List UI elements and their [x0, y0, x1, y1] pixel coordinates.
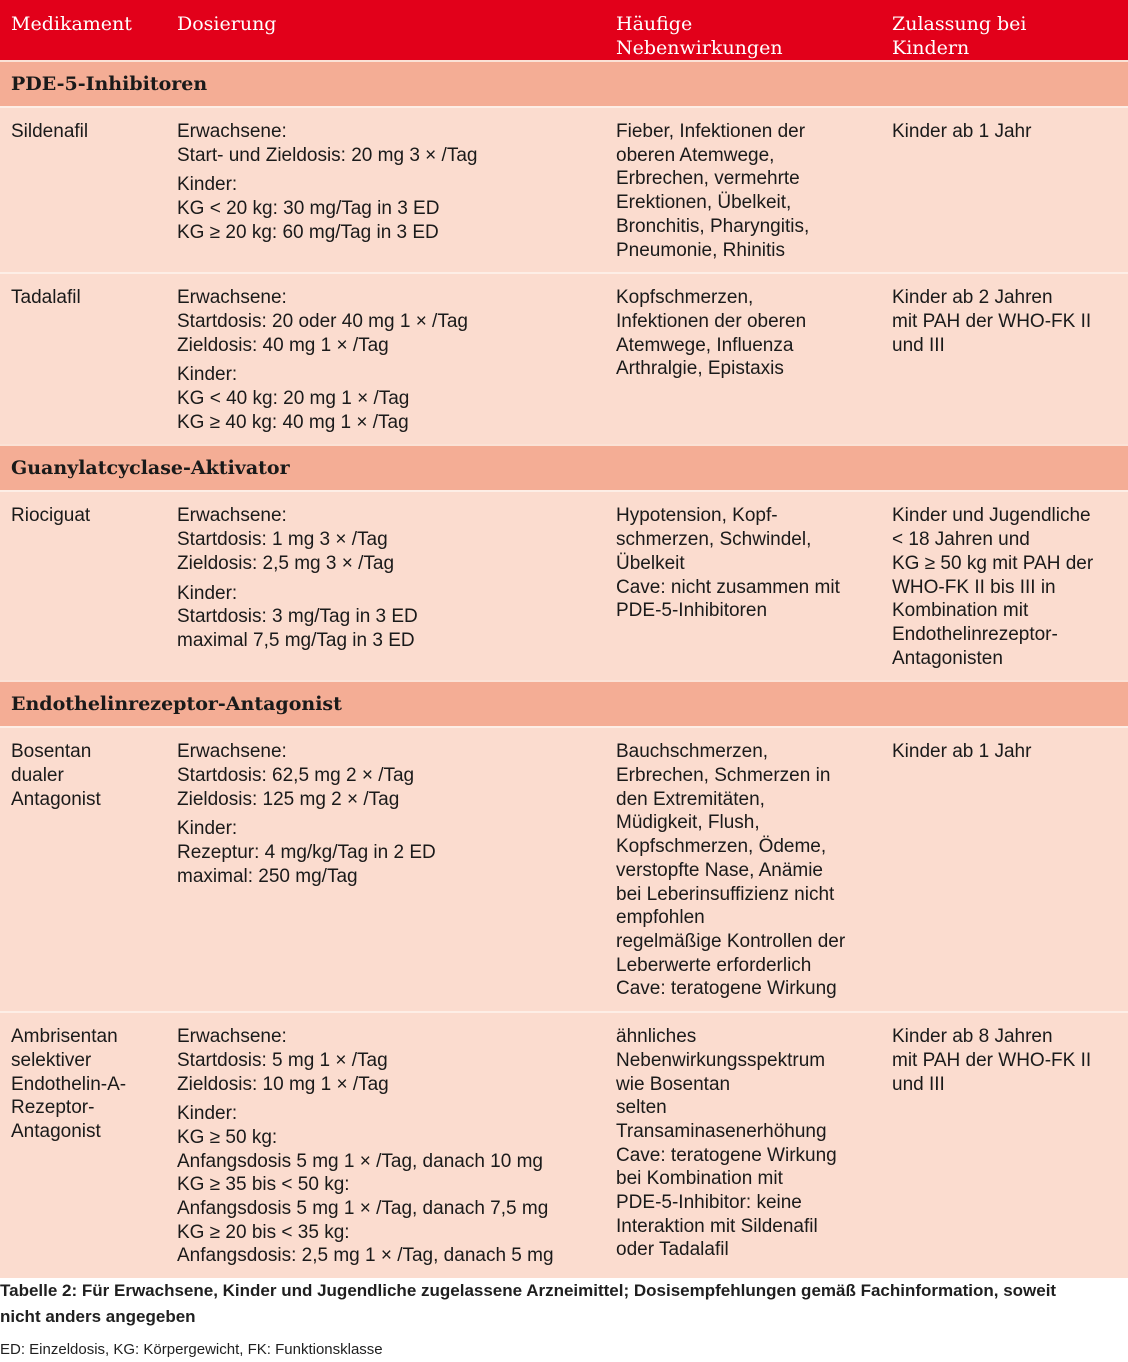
group-row-guanylatcyclase [0, 445, 1128, 491]
group-row-endothelin [0, 681, 1128, 727]
dose-block-adults [177, 504, 597, 575]
table-row [0, 1012, 1128, 1278]
drug-name: Sildenafil [11, 121, 89, 142]
dose-line: maximal: 250 mg/Tag [177, 865, 358, 887]
dose-line: Zieldosis: 10 mg 1 × /Tag [177, 1073, 389, 1095]
drug-name: Endothelin-A- [11, 1073, 127, 1095]
dose-line: Startdosis: 5 mg 1 × /Tag [177, 1049, 388, 1071]
effects-line: Cave: teratogene Wirkung [616, 978, 837, 1000]
approval-line: mit PAH der WHO-FK II [892, 310, 1092, 332]
effects-cell [605, 1012, 881, 1278]
dose-line: Anfangsdosis 5 mg 1 × /Tag, danach 10 mg [177, 1150, 543, 1172]
header-text: Medikament [11, 13, 132, 35]
group-label: Endothelinrezeptor-Antagonist [0, 681, 1128, 727]
effects-line: Nebenwirkungsspektrum [616, 1049, 826, 1071]
drug-name: Riociguat [11, 505, 91, 527]
approval-line: Kombination mit [892, 600, 1029, 622]
approval-line: WHO-FK II bis III in [892, 576, 1056, 598]
dose-line: Rezeptur: 4 mg/kg/Tag in 2 ED [177, 842, 436, 864]
drug-name-cell [0, 491, 166, 681]
effects-line: Erbrechen, Schmerzen in [616, 765, 831, 787]
effects-line: Bauchschmerzen, [616, 741, 769, 763]
effects-line: Cave: teratogene Wirkung [616, 1144, 837, 1166]
effects-line: verstopfte Nase, Anämie [616, 859, 823, 881]
effects-cell [605, 107, 881, 273]
drug-name: Tadalafil [11, 287, 81, 309]
approval-cell [881, 107, 1128, 273]
effects-cell [605, 727, 881, 1012]
effects-line: Müdigkeit, Flush, [616, 812, 760, 834]
effects-line: PDE-5-Inhibitoren [616, 600, 768, 622]
dose-line: Erwachsene: [177, 1026, 287, 1048]
effects-line: Kopfschmerzen, [616, 287, 754, 309]
header-dosierung [166, 0, 605, 61]
table-row [0, 107, 1128, 273]
drug-name: Ambrisentan [11, 1026, 118, 1048]
effects-line: schmerzen, Schwindel, [616, 529, 812, 551]
effects-cell [605, 491, 881, 681]
dose-block-adults [177, 1025, 597, 1096]
caption-line: nicht anders angegeben [0, 1307, 196, 1326]
header-zulassung [881, 0, 1128, 61]
effects-line: PDE-5-Inhibitor: keine [616, 1192, 802, 1214]
effects-line: Erbrechen, vermehrte [616, 168, 800, 190]
dose-block-children [177, 363, 597, 434]
effects-line: Leberwerte erforderlich [616, 954, 812, 976]
dose-line: Anfangsdosis: 2,5 mg 1 × /Tag, danach 5 mg [177, 1245, 554, 1267]
caption-line: Tabelle 2: Für Erwachsene, Kinder und Jugendliche zugelassene Arzneimittel; Dosisempfehlungen gemäß Fachinformation, soweit [0, 1281, 1057, 1300]
header-text: Zulassung bei [892, 13, 1027, 35]
dose-line: Startdosis: 20 oder 40 mg 1 × /Tag [177, 310, 468, 332]
effects-line: bei Kombination mit [616, 1168, 783, 1190]
dose-line: Kinder: [177, 818, 238, 840]
dose-line: maximal 7,5 mg/Tag in 3 ED [177, 629, 415, 651]
dose-line: KG ≥ 35 bis < 50 kg: [177, 1174, 350, 1196]
abbreviations-footnote: ED: Einzeldosis, KG: Körpergewicht, FK: Funktionsklasse [0, 1341, 383, 1358]
effects-line: bei Leberinsuffizienz nicht [616, 883, 835, 905]
dose-line: Erwachsene: [177, 121, 287, 142]
table-header-row [0, 0, 1128, 61]
drug-name: Antagonist [11, 1120, 101, 1142]
header-text: Häufige [616, 13, 693, 35]
drug-name-cell [0, 1012, 166, 1278]
dose-line: Startdosis: 3 mg/Tag in 3 ED [177, 606, 418, 628]
header-text: Kindern [892, 37, 970, 59]
dose-cell [166, 491, 605, 681]
effects-line: Atemwege, Influenza [616, 334, 794, 356]
dose-line: Erwachsene: [177, 741, 287, 763]
drug-name: Bosentan [11, 741, 92, 763]
dose-line: Kinder: [177, 1103, 238, 1125]
dose-line: KG ≥ 20 kg: 60 mg/Tag in 3 ED [177, 221, 439, 243]
approval-line: Kinder ab 1 Jahr [892, 741, 1032, 763]
effects-line: Cave: nicht zusammen mit [616, 576, 840, 598]
dose-line: Startdosis: 1 mg 3 × /Tag [177, 529, 388, 551]
effects-line: oder Tadalafil [616, 1239, 729, 1261]
dose-line: KG ≥ 40 kg: 40 mg 1 × /Tag [177, 411, 409, 433]
approval-line: Endothelinrezeptor- [892, 623, 1058, 645]
effects-line: Interaktion mit Sildenafil [616, 1215, 818, 1237]
approval-line: Kinder ab 2 Jahren [892, 287, 1053, 309]
dose-line: KG < 20 kg: 30 mg/Tag in 3 ED [177, 198, 440, 220]
effects-line: Übelkeit [616, 552, 685, 574]
dose-block-adults [177, 286, 597, 357]
dose-cell [166, 727, 605, 1012]
approval-cell [881, 491, 1128, 681]
dose-line: Kinder: [177, 582, 238, 604]
drug-name: dualer [11, 765, 64, 787]
drug-name: Rezeptor- [11, 1097, 95, 1119]
effects-line: Erektionen, Übelkeit, [616, 192, 792, 214]
dose-line: Zieldosis: 40 mg 1 × /Tag [177, 334, 389, 356]
dose-block-children [177, 582, 597, 653]
header-medikament [0, 0, 166, 61]
effects-line: Kopfschmerzen, Ödeme, [616, 836, 827, 858]
table-row [0, 491, 1128, 681]
dose-block-adults [177, 120, 597, 167]
effects-line: Arthralgie, Epistaxis [616, 358, 784, 380]
approval-line: und III [892, 334, 945, 356]
dose-block-children [177, 1102, 597, 1268]
effects-line: Fieber, Infektionen der [616, 121, 806, 142]
dose-line: Erwachsene: [177, 287, 287, 309]
dose-line: Anfangsdosis 5 mg 1 × /Tag, danach 7,5 mg [177, 1198, 549, 1220]
group-label: PDE-5-Inhibitoren [0, 61, 1128, 107]
approval-line: und III [892, 1073, 945, 1095]
effects-line: Hypotension, Kopf- [616, 505, 778, 527]
approval-cell [881, 1012, 1128, 1278]
effects-line: empfohlen [616, 907, 705, 929]
dose-line: Erwachsene: [177, 505, 287, 527]
header-text: Nebenwirkungen [616, 37, 783, 59]
drug-name-cell [0, 107, 166, 273]
group-row-pde5 [0, 61, 1128, 107]
approval-cell [881, 273, 1128, 445]
effects-line: wie Bosentan [616, 1073, 731, 1095]
approval-line: Kinder und Jugendliche [892, 505, 1091, 527]
group-label: Guanylatcyclase-Aktivator [0, 445, 1128, 491]
dose-cell [166, 273, 605, 445]
approval-cell [881, 727, 1128, 1012]
dose-line: Startdosis: 62,5 mg 2 × /Tag [177, 765, 415, 787]
dose-line: Zieldosis: 125 mg 2 × /Tag [177, 788, 400, 810]
drug-name-cell [0, 273, 166, 445]
dose-line: KG ≥ 20 bis < 35 kg: [177, 1221, 350, 1243]
dose-block-adults [177, 740, 597, 811]
approval-line: KG ≥ 50 kg mit PAH der [892, 552, 1094, 574]
effects-line: Bronchitis, Pharyngitis, [616, 215, 810, 237]
drug-name: Antagonist [11, 788, 101, 810]
table-row [0, 727, 1128, 1012]
header-nebenwirkungen [605, 0, 881, 61]
dose-line: Start- und Zieldosis: 20 mg 3 × /Tag [177, 144, 478, 166]
dose-line: Zieldosis: 2,5 mg 3 × /Tag [177, 552, 395, 574]
dose-line: Kinder: [177, 174, 238, 196]
effects-line: ähnliches [616, 1026, 697, 1048]
effects-line: den Extremitäten, [616, 788, 765, 810]
dose-line: KG < 40 kg: 20 mg 1 × /Tag [177, 388, 410, 410]
effects-line: selten [616, 1097, 667, 1119]
effects-cell [605, 273, 881, 445]
effects-line: Pneumonie, Rhinitis [616, 239, 785, 261]
dose-cell [166, 107, 605, 273]
dose-cell [166, 1012, 605, 1278]
approval-line: Antagonisten [892, 647, 1003, 669]
effects-line: Transaminasenerhöhung [616, 1120, 827, 1142]
header-text: Dosierung [177, 13, 277, 35]
dose-block-children [177, 173, 597, 244]
approval-line: Kinder ab 8 Jahren [892, 1026, 1053, 1048]
table-row [0, 273, 1128, 445]
dose-line: Kinder: [177, 364, 238, 386]
effects-line: Infektionen der oberen [616, 310, 807, 332]
approval-line: Kinder ab 1 Jahr [892, 121, 1032, 142]
dose-block-children [177, 817, 597, 888]
table-caption [0, 1278, 1128, 1330]
approval-line: mit PAH der WHO-FK II [892, 1049, 1092, 1071]
approval-line: < 18 Jahren und [892, 529, 1030, 551]
effects-line: regelmäßige Kontrollen der [616, 930, 846, 952]
drug-name: selektiver [11, 1049, 92, 1071]
dose-line: KG ≥ 50 kg: [177, 1126, 278, 1148]
drug-name-cell [0, 727, 166, 1012]
effects-line: oberen Atemwege, [616, 144, 775, 166]
